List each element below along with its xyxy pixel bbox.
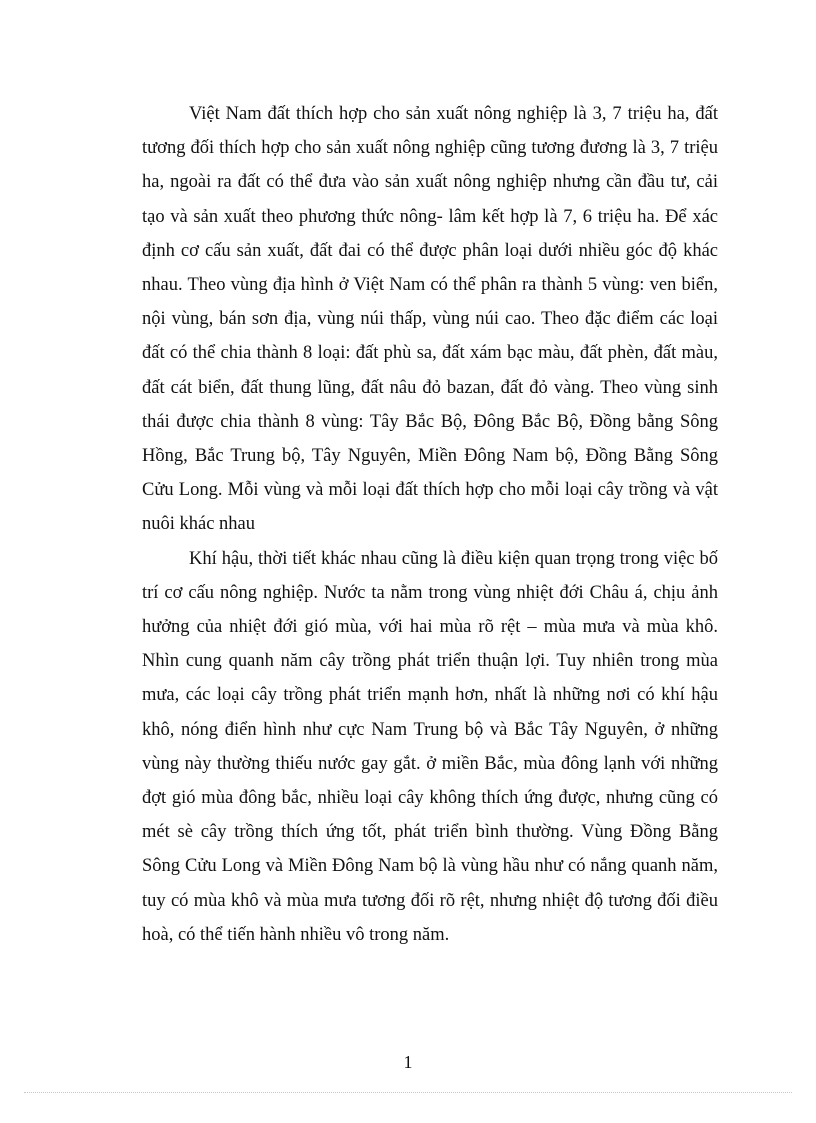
page-bottom-divider xyxy=(24,1092,792,1093)
page-number: 1 xyxy=(403,1052,413,1072)
body-text xyxy=(142,97,718,952)
paragraph-climate: Khí hậu, thời tiết khác nhau cũng là điều kiện quan trọng trong việc bố trí cơ cấu nông nghiệp. Nước ta nằm trong vùng nhiệt đới Châu á, chịu ảnh hưởng của nhiệt đới gió mùa, với hai mùa rõ rệt – mùa mưa và mùa khô. Nhìn cung quanh năm cây trồng phát triển thuận lợi. Tuy nhiên trong mùa mưa, các loại cây trồng phát triển mạnh hơn, nhất là những nơi có khí hậu khô, nóng điển hình như cực Nam Trung bộ và Bắc Tây Nguyên, ở những vùng này thường thiếu nước gay gắt. ở miền Bắc, mùa đông lạnh với những đợt gió mùa đông bắc, nhiều loại cây không thích ứng được, nhưng cũng có mét sè cây trồng thích ứng tốt, phát triển bình thường. Vùng Đồng Bằng Sông Cửu Long và Miền Đông Nam bộ là vùng hầu như có nắng quanh năm, tuy có mùa khô và mùa mưa tương đối rõ rệt, nhưng nhiệt độ tương đối điều hoà, có thể tiến hành nhiều vô trong năm. xyxy=(142,548,718,945)
paragraph-land: Việt Nam đất thích hợp cho sản xuất nông nghiệp là 3, 7 triệu ha, đất tương đối thích hợp cho sản xuất nông nghiệp cũng tương đương là 3, 7 triệu ha, ngoài ra đất có thể đưa vào sản xuất nông nghiệp nhưng cần đầu tư, cải tạo và sản xuất theo phương thức nông- lâm kết hợp là 7, 6 triệu ha. Để xác định cơ cấu sản xuất, đất đai có thể được phân loại dưới nhiều góc độ khác nhau. Theo vùng địa hình ở Việt Nam có thể phân ra thành 5 vùng: ven biển, nội vùng, bán sơn địa, vùng núi thấp, vùng núi cao. Theo đặc điểm các loại đất có thể chia thành 8 loại: đất phù sa, đất xám bạc màu, đất phèn, đất màu, đất cát biển, đất thung lũng, đất nâu đỏ bazan, đất đỏ vàng. Theo vùng sinh thái được chia thành 8 vùng: Tây Bắc Bộ, Đông Bắc Bộ, Đồng bằng Sông Hồng, Bắc Trung bộ, Tây Nguyên, Miền Đông Nam bộ, Đồng Bằng Sông Cửu Long. Mỗi vùng và mỗi loại đất thích hợp cho mỗi loại cây trồng và vật nuôi khác nhau xyxy=(142,104,718,535)
